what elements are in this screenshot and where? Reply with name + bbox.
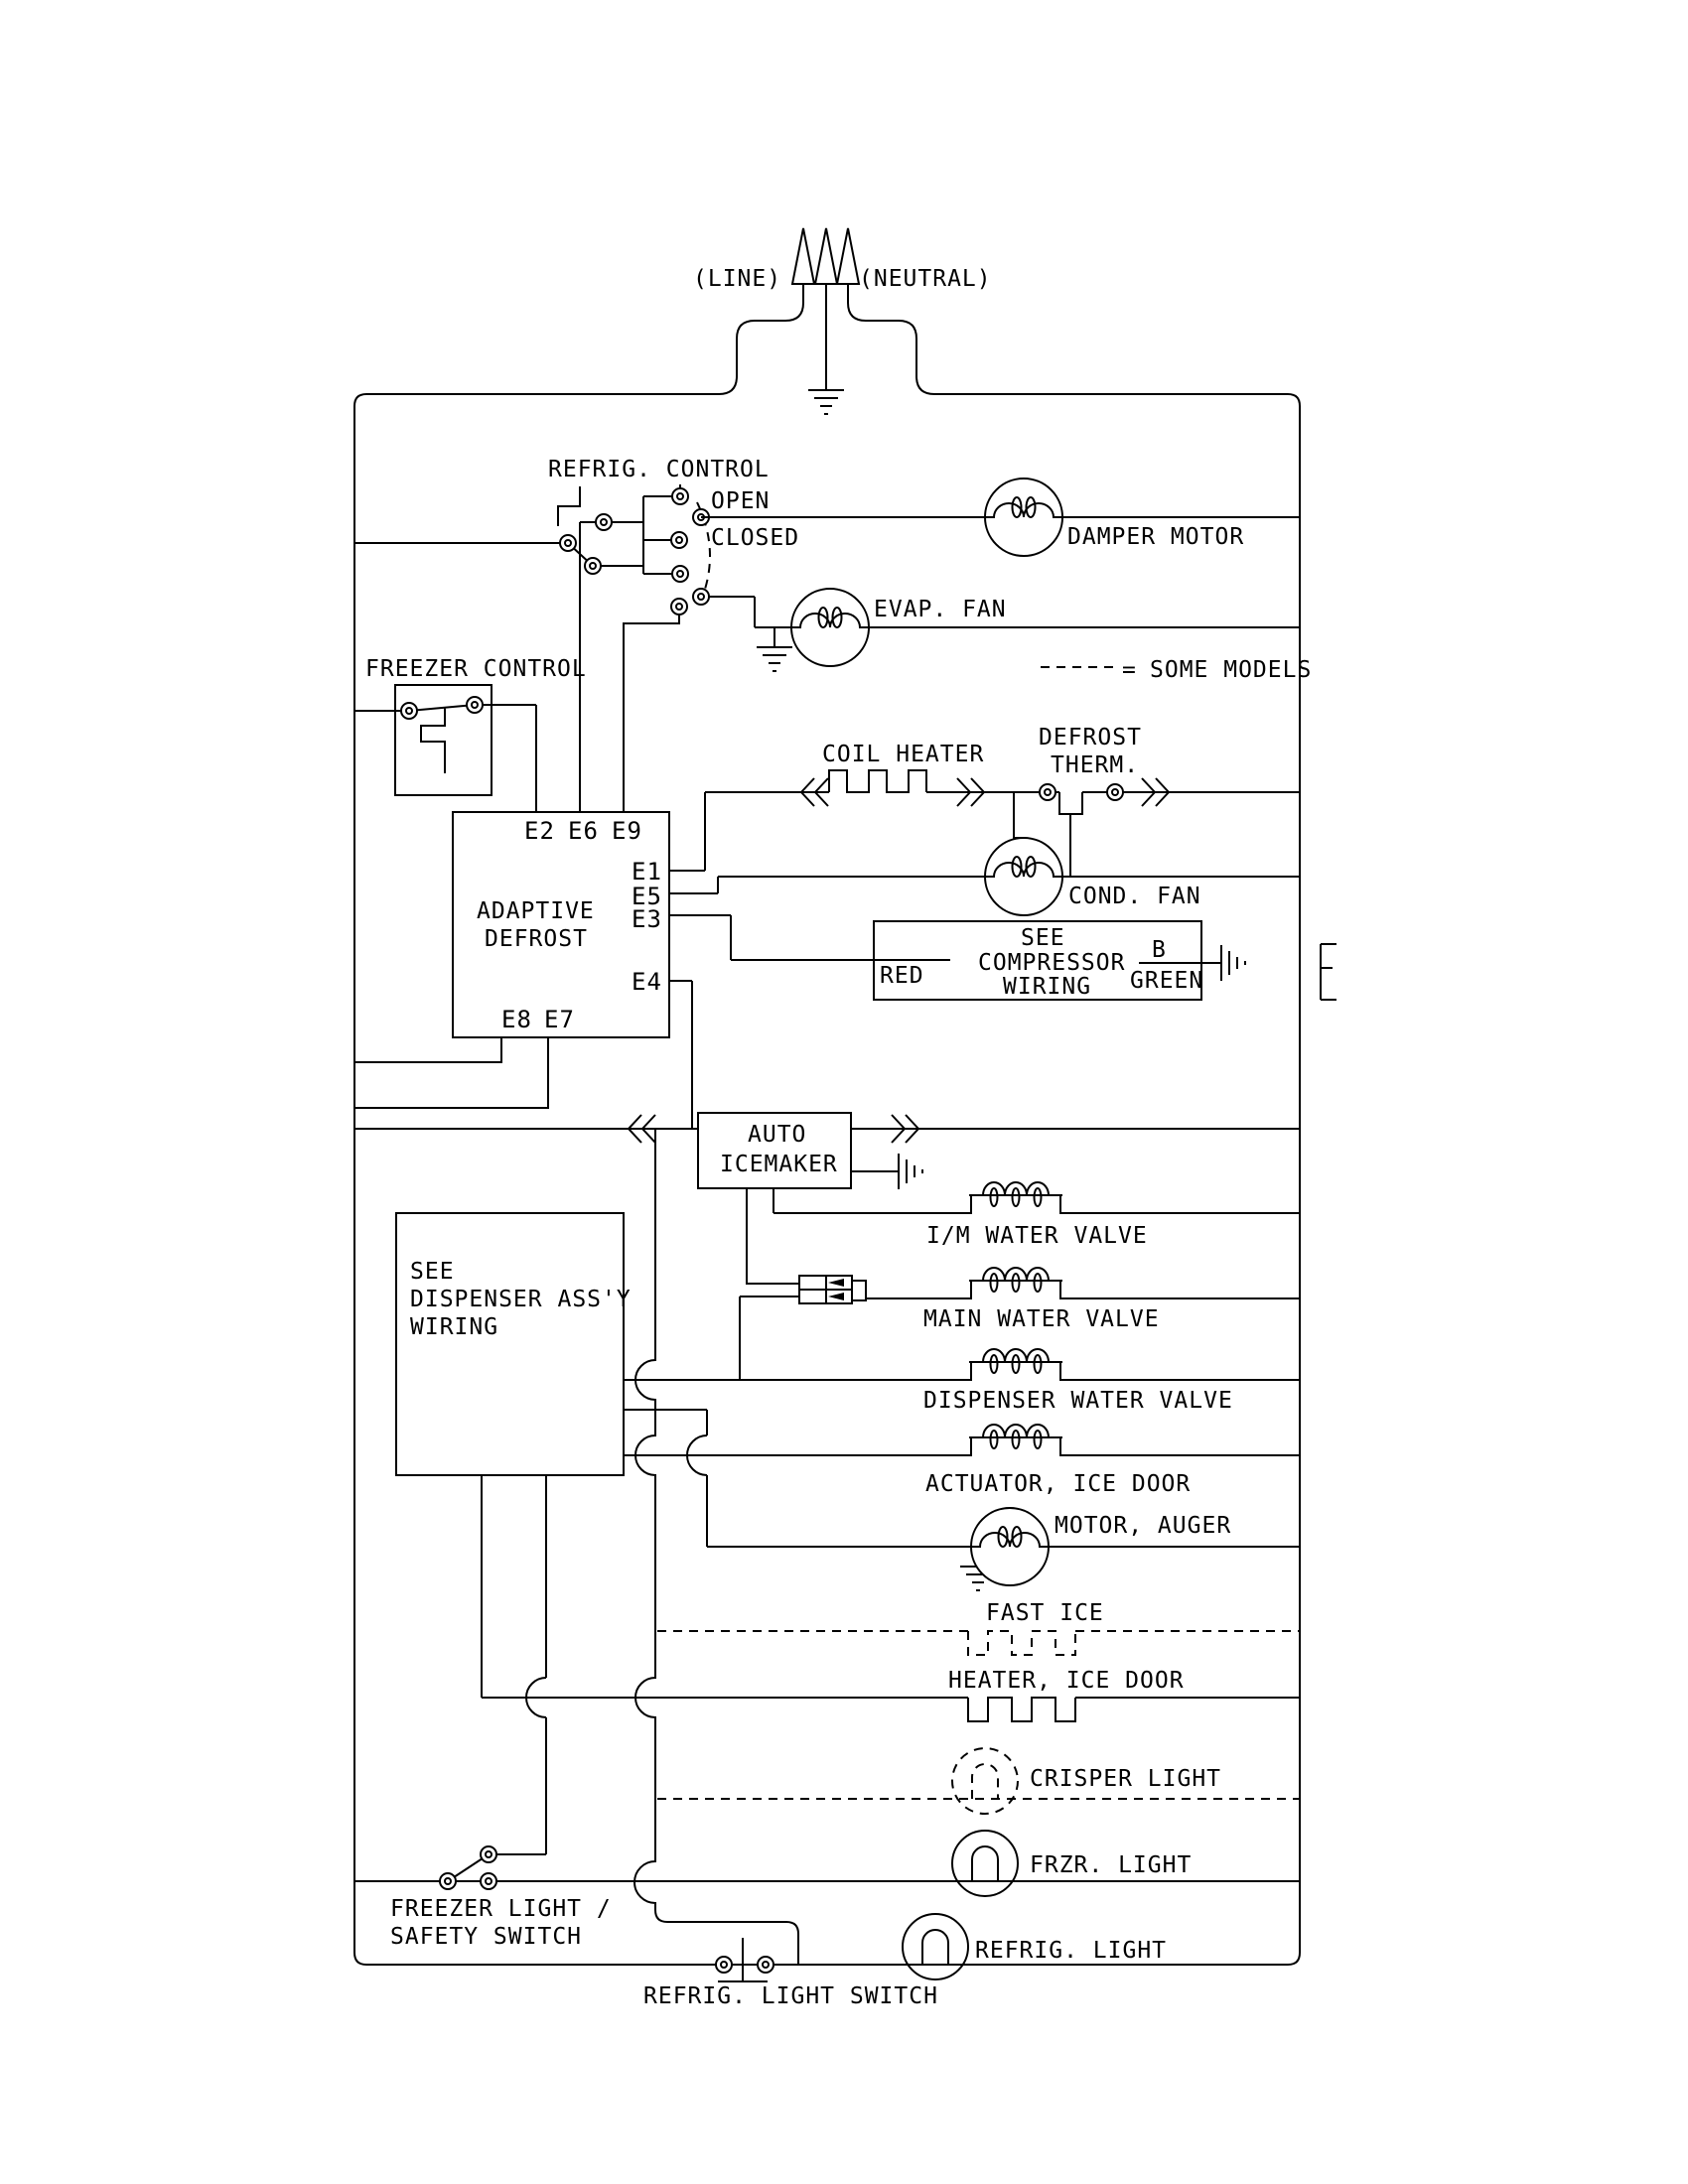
legend	[1041, 657, 1312, 683]
terminal-icon	[716, 1957, 732, 1973]
label-frzr-light: FRZR. LIGHT	[1030, 1852, 1193, 1878]
label-dispenser-1: SEE	[410, 1259, 455, 1285]
terminal-icon	[693, 589, 709, 605]
terminal-icon	[672, 566, 688, 582]
diode-tab	[852, 1281, 866, 1300]
label-neutral: (NEUTRAL)	[859, 266, 992, 292]
label-adaptive: ADAPTIVE	[477, 898, 595, 924]
terminal-icon	[671, 532, 687, 548]
solenoid-coil-icon	[959, 1268, 1072, 1298]
label-motor-auger: MOTOR, AUGER	[1055, 1513, 1232, 1539]
auto-icemaker	[354, 1113, 1300, 1284]
compressor-ground-icon	[1201, 945, 1245, 981]
pin-e5: E5	[632, 883, 662, 910]
label-some-models: SOME MODELS	[1150, 657, 1313, 683]
label-fast-ice: FAST ICE	[986, 1600, 1104, 1626]
diode-pack	[740, 1276, 866, 1380]
label-compressor-1: SEE	[1021, 925, 1065, 951]
diode-leads	[740, 1297, 799, 1380]
crisper-light	[657, 1748, 1300, 1814]
lamp-icon	[952, 1831, 1018, 1896]
plug-bracket	[1321, 944, 1336, 1000]
terminal-icon	[585, 558, 601, 574]
pin-e6: E6	[568, 817, 599, 845]
label-b: B	[1152, 937, 1167, 963]
refrig-control-wires	[354, 484, 755, 812]
dispenser-bottom-wires	[482, 1475, 546, 1854]
label-refrig-light-switch: REFRIG. LIGHT SWITCH	[643, 1983, 938, 2009]
icemaker-ground-icon	[879, 1154, 922, 1189]
pin-e3: E3	[632, 905, 662, 933]
label-cond-fan: COND. FAN	[1068, 884, 1201, 909]
label-line: (LINE)	[693, 266, 782, 292]
solenoid-coil-icon	[959, 1425, 1072, 1455]
refrig-light	[643, 1914, 1167, 2009]
diode-triangle-icon	[828, 1293, 844, 1300]
lamp-icon	[952, 1748, 1018, 1814]
refrig-control	[354, 457, 799, 812]
label-legend-equals: =	[1122, 657, 1137, 683]
power-cord	[354, 228, 1300, 1965]
dispenser-box	[396, 1213, 624, 1475]
terminal-icon	[671, 599, 687, 614]
terminal-icon	[1107, 784, 1123, 800]
label-refrig-control: REFRIG. CONTROL	[548, 457, 770, 482]
ground-arrow-icon	[815, 228, 837, 284]
heater-ice-door	[482, 1668, 1300, 1721]
water-valves	[624, 1182, 1300, 1497]
label-refrig-light: REFRIG. LIGHT	[975, 1938, 1168, 1964]
label-defrost-therm-2: THERM.	[1051, 752, 1140, 778]
pin-e7: E7	[544, 1006, 575, 1033]
pin-e2: E2	[524, 817, 555, 845]
label-auto: AUTO	[748, 1122, 807, 1148]
freezer-light	[354, 1831, 1300, 1950]
terminal-icon	[440, 1873, 456, 1889]
adaptive-defrost	[354, 792, 731, 1129]
solenoid-coil-icon	[959, 1182, 1072, 1213]
label-open: OPEN	[711, 488, 771, 514]
fast-ice-rail	[657, 1631, 1300, 1655]
motor-coil-icon	[985, 857, 1062, 877]
neutral-arrow-icon	[837, 228, 859, 284]
heater-rail	[482, 1698, 1300, 1721]
cond-fan	[718, 838, 1300, 915]
label-adaptive-defrost: DEFROST	[485, 926, 588, 952]
terminal-icon	[401, 703, 417, 719]
freezer-control	[354, 656, 587, 812]
terminal-icon	[560, 535, 576, 551]
label-actuator-ice-door: ACTUATOR, ICE DOOR	[925, 1471, 1192, 1497]
pin-e9: E9	[612, 817, 642, 845]
coil-heater-rail	[705, 770, 1300, 814]
terminal-icon	[758, 1957, 774, 1973]
label-crisper-light: CRISPER LIGHT	[1030, 1766, 1222, 1792]
pin-e8: E8	[501, 1006, 532, 1033]
auger-motor	[624, 1410, 1300, 1590]
label-dispenser-water-valve: DISPENSER WATER VALVE	[923, 1388, 1233, 1414]
label-damper-motor: DAMPER MOTOR	[1067, 524, 1245, 550]
defrost-circuit	[705, 725, 1300, 877]
label-icemaker: ICEMAKER	[720, 1152, 838, 1177]
label-heater-ice-door: HEATER, ICE DOOR	[948, 1668, 1185, 1694]
label-compressor-3: WIRING	[1003, 974, 1092, 1000]
terminal-icon	[672, 488, 688, 504]
pin-e1: E1	[632, 858, 662, 886]
motor-coil-icon	[791, 608, 869, 627]
pin-e4: E4	[632, 968, 662, 996]
diode-triangle-icon	[828, 1279, 844, 1287]
auger-feed	[624, 1410, 707, 1547]
label-compressor-2: COMPRESSOR	[978, 950, 1126, 976]
solenoid-coil-icon	[959, 1349, 1072, 1380]
terminal-icon	[467, 697, 483, 713]
motor-coil-icon	[985, 497, 1062, 517]
terminal-icon	[596, 514, 612, 530]
line-arrow-icon	[792, 228, 814, 284]
terminal-icon	[481, 1846, 496, 1862]
dispenser-assy	[396, 1213, 632, 1854]
label-freezer-control: FREEZER CONTROL	[365, 656, 587, 682]
compressor	[731, 921, 1336, 1000]
label-dispenser-3: WIRING	[410, 1314, 499, 1340]
label-closed: CLOSED	[711, 525, 800, 551]
label-coil-heater: COIL HEATER	[822, 742, 985, 767]
cord-ground-icon	[808, 370, 844, 414]
terminal-icon	[1040, 784, 1055, 800]
label-freezer-light-switch-2: SAFETY SWITCH	[390, 1924, 583, 1950]
label-freezer-light-switch-1: FREEZER LIGHT /	[390, 1896, 612, 1922]
fast-ice	[657, 1600, 1300, 1655]
label-dispenser-2: DISPENSER ASS'Y	[410, 1287, 632, 1312]
safety-switch-wires	[448, 1854, 546, 1881]
label-green: GREEN	[1130, 968, 1204, 994]
terminal-icon	[481, 1873, 496, 1889]
label-red: RED	[880, 963, 924, 989]
label-defrost-therm-1: DEFROST	[1039, 725, 1142, 751]
label-evap-fan: EVAP. FAN	[874, 597, 1007, 622]
label-main-water-valve: MAIN WATER VALVE	[923, 1306, 1160, 1332]
evap-ground-icon	[757, 627, 792, 671]
label-im-water-valve: I/M WATER VALVE	[926, 1223, 1148, 1249]
lamp-icon	[903, 1914, 968, 1979]
